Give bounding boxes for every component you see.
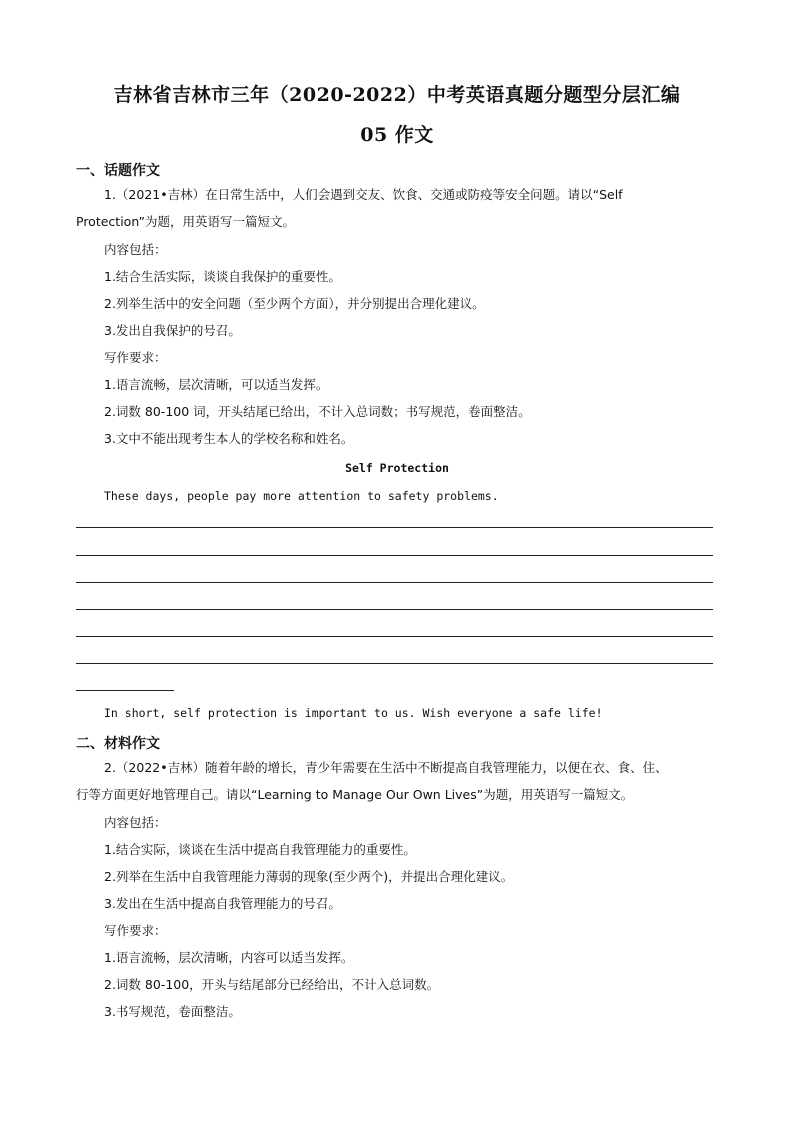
section2-requirements-label: 写作要求： xyxy=(104,923,167,938)
section2-content-item: 3.发出在生活中提高自我管理能力的号召。 xyxy=(104,896,341,911)
document-title: 吉林省吉林市三年（2020-2022）中考英语真题分题型分层汇编 xyxy=(113,84,681,106)
section2-question-line2: 行等方面更好地管理自己。请以“Learning to Manage Our Own Lives”为题，用英语写一篇短文。 xyxy=(76,787,634,802)
section1-content-label: 内容包括： xyxy=(104,242,167,257)
essay1-closing: In short, self protection is important to us. Wish everyone a safe life! xyxy=(104,706,603,720)
document-subtitle: 05 作文 xyxy=(360,124,434,146)
writing-line xyxy=(76,555,713,556)
section1-requirement-item: 2.词数 80-100 词，开头结尾已给出，不计入总词数；书写规范，卷面整洁。 xyxy=(104,404,531,419)
section2-content-label: 内容包括： xyxy=(104,815,167,830)
section1-content-item: 2.列举生活中的安全问题（至少两个方面），并分别提出合理化建议。 xyxy=(104,296,485,311)
section2-requirement-item: 2.词数 80-100，开头与结尾部分已经给出，不计入总词数。 xyxy=(104,977,440,992)
essay1-opening: These days, people pay more attention to safety problems. xyxy=(104,489,499,503)
section1-question-line2: Protection”为题，用英语写一篇短文。 xyxy=(76,214,296,229)
writing-line-short xyxy=(76,690,174,691)
section2-requirement-item: 3.书写规范，卷面整洁。 xyxy=(104,1004,241,1019)
essay1-title: Self Protection xyxy=(345,461,449,475)
section1-requirement-item: 1.语言流畅，层次清晰，可以适当发挥。 xyxy=(104,377,329,392)
section1-heading: 一、话题作文 xyxy=(76,163,160,179)
writing-line xyxy=(76,527,713,528)
section2-content-item: 1.结合实际，谈谈在生活中提高自我管理能力的重要性。 xyxy=(104,842,416,857)
section1-content-item: 3.发出自我保护的号召。 xyxy=(104,323,241,338)
section2-heading: 二、材料作文 xyxy=(76,736,160,752)
section1-requirement-item: 3.文中不能出现考生本人的学校名称和姓名。 xyxy=(104,431,354,446)
section1-content-item: 1.结合生活实际，谈谈自我保护的重要性。 xyxy=(104,269,341,284)
writing-line xyxy=(76,609,713,610)
writing-line xyxy=(76,663,713,664)
writing-line xyxy=(76,582,713,583)
section2-requirement-item: 1.语言流畅，层次清晰，内容可以适当发挥。 xyxy=(104,950,354,965)
section2-question-line1: 2.（2022•吉林）随着年龄的增长，青少年需要在生活中不断提高自我管理能力，以便在衣、食、住、 xyxy=(104,760,668,775)
section1-requirements-label: 写作要求： xyxy=(104,350,167,365)
section2-content-item: 2.列举在生活中自我管理能力薄弱的现象(至少两个)，并提出合理化建议。 xyxy=(104,869,514,884)
section1-question-line1: 1.（2021•吉林）在日常生活中，人们会遇到交友、饮食、交通或防疫等安全问题。请以“Self xyxy=(104,187,623,202)
writing-line xyxy=(76,636,713,637)
